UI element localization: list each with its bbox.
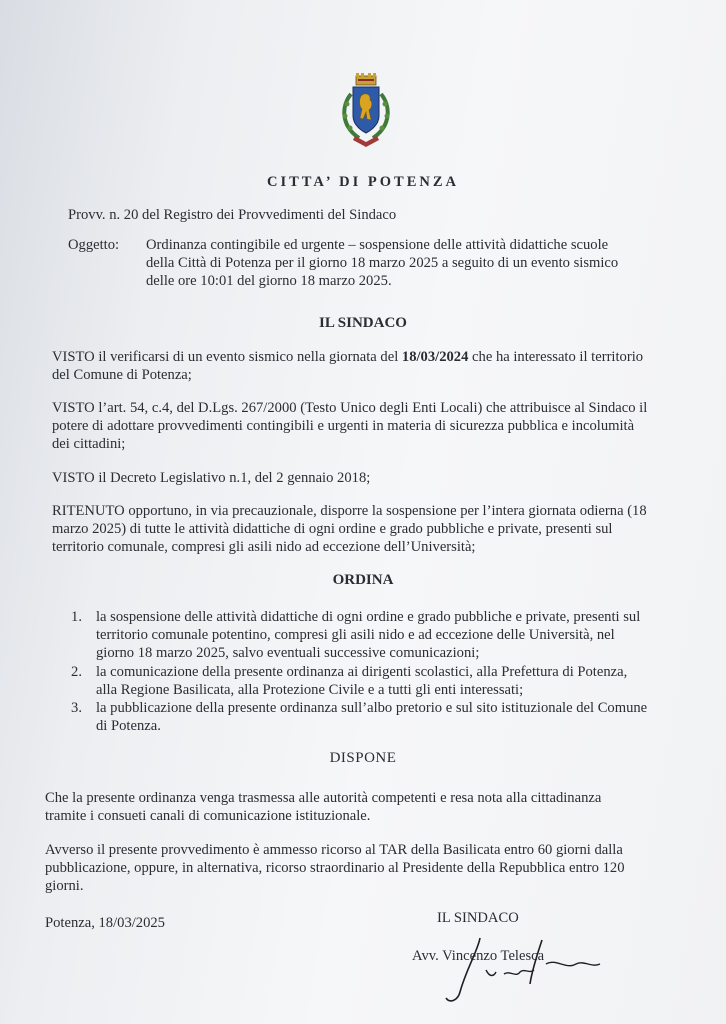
ricorso-line: giorni. [45,878,84,895]
ordina-list [60,608,672,735]
ricorso-line: Avverso il presente provvedimento è ammesso ricorso al TAR della Basilicata entro 60 giorni dalla [45,842,623,858]
dispone-line: tramite i consueti canali di comunicazione istituzionale. [45,808,371,825]
list-item-number: 2. [71,663,82,680]
dispone-paragraph [45,789,672,825]
dispone-heading: DISPONE [329,750,397,766]
oggetto-line: Ordinanza contingibile ed urgente – sospensione delle attività didattiche scuole [146,237,609,253]
visto1-date: 18/03/2024 [401,349,469,365]
visto1-text-end: che ha interessato il territorio [468,349,644,365]
list-item [60,699,672,735]
ricorso-paragraph [45,841,672,896]
dispone-line: Che la presente ordinanza venga trasmessa alle autorità competenti e resa nota alla cittadinanza [45,790,602,806]
visto-art-54 [52,399,672,454]
list-item-line: territorio comunale potentino, compresi gli asili nido e ad eccezione delle Università, nel [96,627,615,644]
list-item-line: la comunicazione della presente ordinanza ai dirigenti scolastici, alla Prefettura di Potenza, [96,663,628,680]
oggetto-label: Oggetto: [68,237,120,253]
list-item-number: 3. [71,700,82,717]
ritenuto-paragraph [52,502,672,557]
list-item-line: la pubblicazione della presente ordinanza sull’albo pretorio e sul sito istituzionale del Comune [96,700,648,717]
crest-crown [356,73,376,85]
visto1-text: VISTO il verificarsi di un evento sismico nella giornata del [52,349,402,365]
city-title: CITTA’ DI POTENZA [267,174,459,190]
oggetto-line: della Città di Potenza per il giorno 18 marzo 2025 a seguito di un evento sismico [146,255,619,272]
crest-ribbon [353,136,379,147]
ritenuto-line: RITENUTO opportuno, in via precauzionale, disporre la sospensione per l’intera giornata odierna (18 [52,503,647,519]
visto-evento-sismico [52,348,672,384]
visto2-line: potere di adottare provvedimenti contingibili e urgenti in materia di sicurezza pubblica e incolumità [52,418,635,435]
il-sindaco-heading: IL SINDACO [319,315,407,331]
visto-decreto: VISTO il Decreto Legislativo n.1, del 2 gennaio 2018; [52,470,371,486]
ritenuto-line: territorio comunale, compresi gli asili nido ad eccezione dell’Università; [52,539,476,556]
visto2-line: dei cittadini; [52,436,126,453]
ricorso-line: pubblicazione, oppure, in alternativa, ricorso straordinario al Presidente della Repubblica entro 120 [45,860,625,877]
ritenuto-line: marzo 2025) di tutte le attività didattiche di ogni ordine e grado pubbliche e private, presenti sul [52,521,613,538]
list-item-line: di Potenza. [96,718,161,735]
oggetto-text [146,236,666,291]
list-item-line: la sospensione delle attività didattiche di ogni ordine e grado pubbliche e private, presenti sul [96,609,641,625]
list-item-line: giorno 18 marzo 2025, salvo eventuali successive comunicazioni; [96,645,480,662]
signatory-name: Avv. Vincenzo Telesca [412,948,545,964]
provvedimento-number: Provv. n. 20 del Registro dei Provvedimenti del Sindaco [68,207,397,223]
place-and-date: Potenza, 18/03/2025 [45,915,165,931]
ordina-heading: ORDINA [332,572,394,588]
list-item [60,663,672,699]
list-item-number: 1. [71,609,82,625]
visto2-line: VISTO l’art. 54, c.4, del D.Lgs. 267/2000 (Testo Unico degli Enti Locali) che attribuisce al Sindaco il [52,400,648,416]
oggetto-line: delle ore 10:01 del giorno 18 marzo 2025. [146,273,392,290]
city-crest-emblem [337,72,395,150]
visto1-line2: del Comune di Potenza; [52,367,192,384]
list-item-line: alla Regione Basilicata, alla Protezione Civile e a tutti gli enti interessati; [96,681,524,698]
signature-title: IL SINDACO [437,910,519,926]
list-item [60,608,672,663]
handwritten-signature [420,930,620,1010]
